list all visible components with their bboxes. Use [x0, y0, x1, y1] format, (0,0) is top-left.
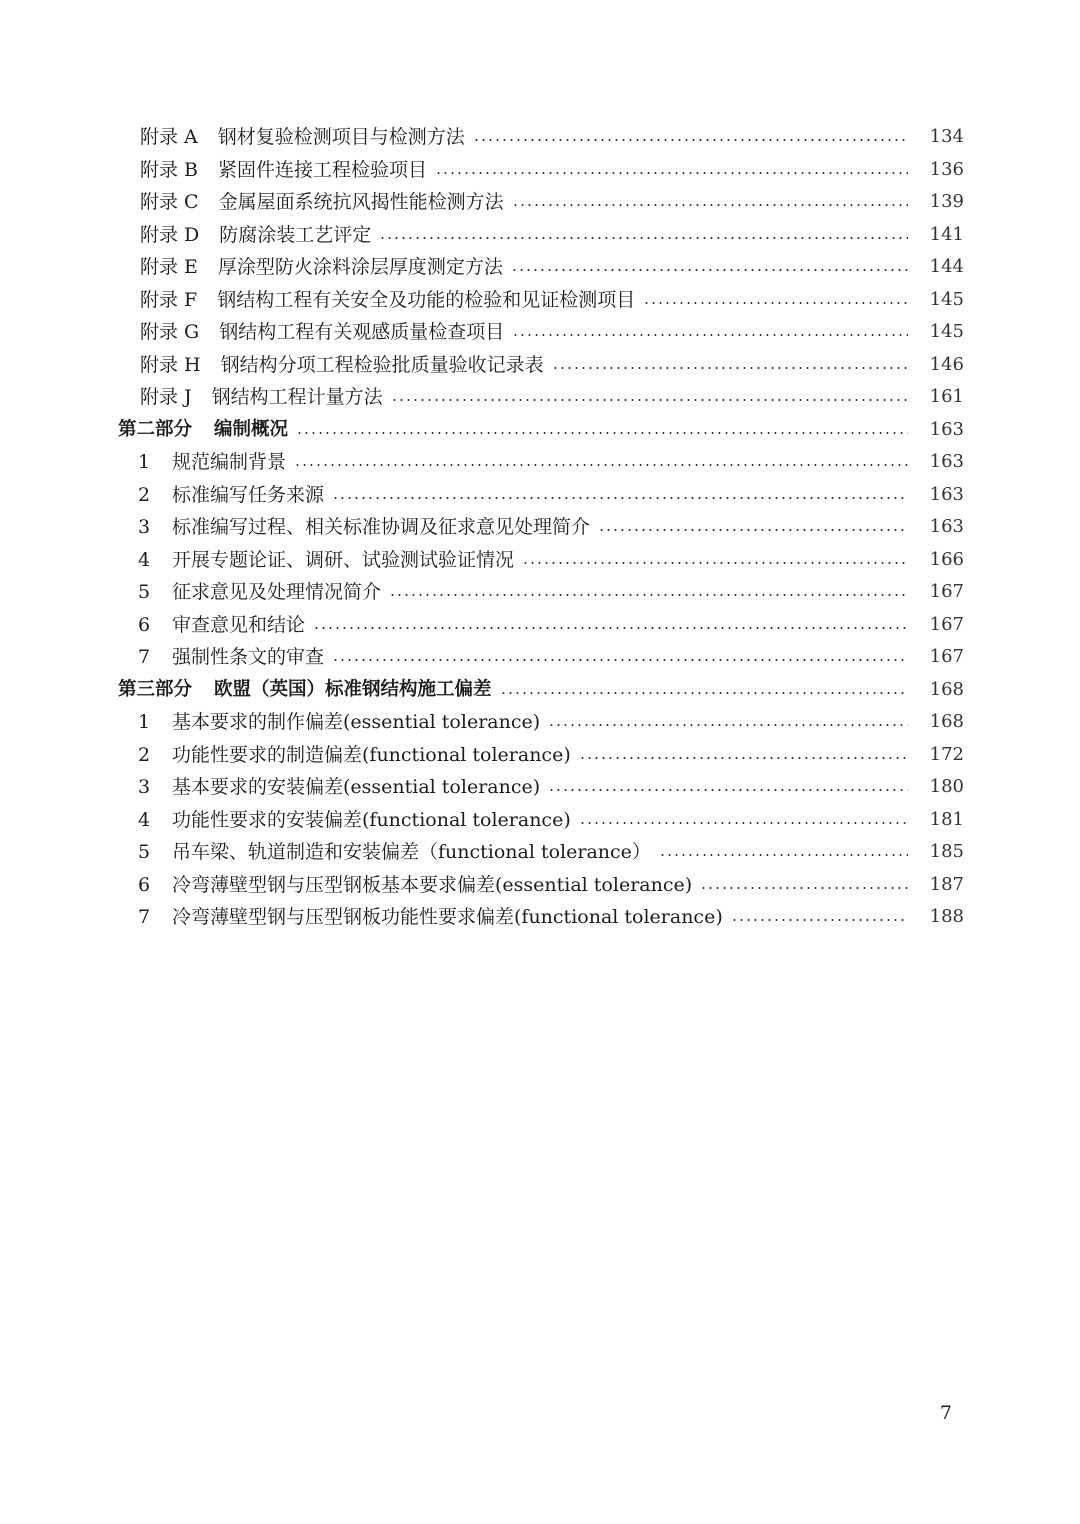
entry-label-wrap — [0, 316, 918, 349]
page-number: 172 — [929, 743, 964, 765]
dot-leader — [332, 497, 908, 499]
entry-label-wrap — [0, 511, 918, 544]
page-number: 167 — [929, 613, 964, 635]
item-number: 4 — [138, 808, 151, 831]
item-title: 强制性条文的审查 — [172, 646, 325, 668]
item-number: 2 — [138, 743, 151, 766]
item-number: 3 — [138, 776, 151, 798]
item-title: 功能性要求的制造偏差(functional tolerance) — [172, 743, 571, 766]
entry-label-wrap — [0, 641, 918, 674]
toc-entry-part3-item-7[interactable] — [0, 901, 1080, 934]
toc-entry-part2-item-7[interactable] — [0, 641, 1080, 674]
item-number: 7 — [138, 906, 151, 928]
appendix-title: 钢结构工程有关安全及功能的检验和见证检测项目 — [217, 288, 636, 311]
page-number: 145 — [929, 288, 964, 310]
dot-leader — [548, 724, 908, 726]
dot-leader — [391, 399, 908, 401]
item-title: 规范编制背景 — [172, 451, 287, 473]
entry-label-wrap — [0, 674, 918, 707]
dot-leader — [435, 172, 908, 174]
item-number: 5 — [138, 841, 151, 863]
appendix-title: 钢结构工程有关观感质量检查项目 — [219, 321, 505, 343]
dot-leader — [598, 529, 908, 531]
dot-leader — [389, 594, 908, 596]
item-title: 开展专题论证、调研、试验测试验证情况 — [172, 548, 515, 571]
appendix-prefix: 附录 G — [140, 321, 200, 343]
entry-label-wrap — [0, 186, 918, 219]
dot-leader — [731, 919, 908, 921]
page-number: 146 — [929, 353, 964, 375]
dot-leader — [500, 692, 908, 694]
appendix-prefix: 附录 H — [140, 353, 201, 376]
toc-entry-appendix-h[interactable] — [0, 349, 1080, 382]
entry-label-wrap — [0, 609, 918, 642]
toc-entry-appendix-d[interactable] — [0, 219, 1080, 252]
part-prefix: 第二部分 — [118, 418, 193, 440]
page-number: 168 — [929, 678, 964, 700]
item-number: 6 — [138, 613, 151, 636]
toc-entry-part2-item-5[interactable] — [0, 576, 1080, 609]
item-title: 冷弯薄壁型钢与压型钢板功能性要求偏差(functional tolerance) — [172, 906, 723, 928]
table-of-contents — [0, 121, 1080, 934]
toc-entry-part2-item-2[interactable] — [0, 479, 1080, 512]
page-number: 180 — [929, 776, 964, 797]
page-number: 167 — [929, 581, 964, 602]
item-number: 1 — [138, 711, 151, 733]
dot-leader — [332, 659, 908, 661]
entry-label-wrap — [0, 381, 918, 414]
toc-entry-part2-item-3[interactable] — [0, 511, 1080, 544]
entry-label-wrap — [0, 219, 918, 252]
entry-label-wrap — [0, 446, 918, 479]
dot-leader — [313, 627, 908, 629]
appendix-title: 金属屋面系统抗风揭性能检测方法 — [218, 191, 504, 213]
appendix-prefix: 附录 F — [140, 288, 198, 311]
entry-label-wrap — [0, 739, 918, 772]
appendix-prefix: 附录 C — [140, 191, 199, 213]
entry-label-wrap — [0, 836, 918, 869]
page-number: 166 — [929, 548, 964, 570]
item-number: 1 — [138, 451, 151, 473]
dot-leader — [294, 464, 908, 466]
page-number: 134 — [929, 126, 964, 147]
part-title: 欧盟（英国）标准钢结构施工偏差 — [214, 678, 492, 700]
entry-label-wrap — [0, 349, 918, 382]
toc-entry-part-2[interactable] — [0, 414, 1080, 447]
entry-label-wrap — [0, 251, 918, 284]
dot-leader — [579, 822, 908, 824]
toc-entry-part3-item-1[interactable] — [0, 706, 1080, 739]
entry-label-wrap — [0, 414, 918, 447]
page-number: 163 — [929, 516, 964, 537]
entry-label-wrap — [0, 869, 918, 902]
item-title: 吊车梁、轨道制造和安装偏差（functional tolerance） — [172, 841, 651, 863]
item-number: 2 — [138, 483, 151, 506]
part-prefix: 第三部分 — [118, 678, 193, 700]
item-number: 3 — [138, 516, 151, 538]
item-number: 6 — [138, 873, 151, 896]
appendix-prefix: 附录 E — [140, 256, 198, 278]
entry-label-wrap — [0, 771, 918, 804]
page-number: 144 — [929, 256, 964, 277]
toc-entry-part3-item-4[interactable] — [0, 804, 1080, 837]
dot-leader — [296, 432, 908, 434]
dot-leader — [700, 887, 908, 889]
item-title: 功能性要求的安装偏差(functional tolerance) — [172, 808, 571, 831]
item-title: 标准编写任务来源 — [172, 483, 325, 506]
entry-label-wrap — [0, 804, 918, 837]
toc-entry-part-3[interactable] — [0, 674, 1080, 707]
dot-leader — [643, 302, 908, 304]
toc-entry-appendix-g[interactable] — [0, 316, 1080, 349]
dot-leader — [379, 237, 908, 239]
entry-label-wrap — [0, 121, 918, 154]
toc-entry-part3-item-2[interactable] — [0, 739, 1080, 772]
page-footer-number: 7 — [939, 1402, 952, 1424]
dot-leader — [548, 789, 908, 791]
toc-entry-appendix-c[interactable] — [0, 186, 1080, 219]
appendix-title: 钢结构分项工程检验批质量验收记录表 — [220, 353, 544, 376]
appendix-title: 钢材复验检测项目与检测方法 — [217, 126, 465, 148]
dot-leader — [512, 334, 908, 336]
page-number: 167 — [929, 646, 964, 667]
page-number: 136 — [929, 158, 964, 180]
appendix-prefix: 附录 J — [140, 386, 192, 408]
page-number: 181 — [929, 808, 964, 830]
entry-label-wrap — [0, 544, 918, 577]
toc-entry-appendix-f[interactable] — [0, 284, 1080, 317]
toc-entry-appendix-e[interactable] — [0, 251, 1080, 284]
page-number: 163 — [929, 418, 964, 440]
entry-label-wrap — [0, 154, 918, 187]
item-title: 征求意见及处理情况简介 — [172, 581, 382, 603]
page-number: 145 — [929, 321, 964, 342]
toc-entry-appendix-b[interactable] — [0, 154, 1080, 187]
appendix-prefix: 附录 A — [140, 126, 198, 148]
item-number: 4 — [138, 548, 151, 571]
toc-entry-part2-item-1[interactable] — [0, 446, 1080, 479]
appendix-title: 紧固件连接工程检验项目 — [218, 158, 428, 181]
toc-entry-part3-item-3[interactable] — [0, 771, 1080, 804]
entry-label-wrap — [0, 479, 918, 512]
dot-leader — [659, 854, 908, 856]
dot-leader — [552, 367, 908, 369]
dot-leader — [473, 139, 908, 141]
page-number: 141 — [929, 223, 964, 245]
appendix-title: 厚涂型防火涂料涂层厚度测定方法 — [217, 256, 503, 278]
toc-entry-part3-item-5[interactable] — [0, 836, 1080, 869]
entry-label-wrap — [0, 284, 918, 317]
item-title: 审查意见和结论 — [172, 613, 306, 636]
page-number: 188 — [929, 906, 964, 927]
item-title: 基本要求的制作偏差(essential tolerance) — [172, 711, 541, 733]
appendix-prefix: 附录 B — [140, 158, 199, 181]
page-number: 163 — [929, 451, 964, 472]
dot-leader — [511, 269, 908, 271]
item-title: 冷弯薄壁型钢与压型钢板基本要求偏差(essential tolerance) — [172, 873, 693, 896]
entry-label-wrap — [0, 706, 918, 739]
entry-label-wrap — [0, 901, 918, 934]
appendix-prefix: 附录 D — [140, 223, 200, 246]
toc-entry-part3-item-6[interactable] — [0, 869, 1080, 902]
page-number: 139 — [929, 191, 964, 212]
page-number: 163 — [929, 483, 964, 505]
dot-leader — [512, 204, 908, 206]
item-title: 标准编写过程、相关标准协调及征求意见处理简介 — [172, 516, 591, 538]
page-number: 168 — [929, 711, 964, 732]
page-number: 187 — [929, 873, 964, 895]
page-number: 161 — [929, 386, 964, 407]
appendix-title: 钢结构工程计量方法 — [211, 386, 383, 408]
dot-leader — [522, 562, 908, 564]
item-number: 7 — [138, 646, 151, 668]
toc-entry-appendix-j[interactable] — [0, 381, 1080, 414]
part-title: 编制概况 — [214, 418, 289, 440]
page-number: 185 — [929, 841, 964, 862]
toc-entry-part2-item-6[interactable] — [0, 609, 1080, 642]
entry-label-wrap — [0, 576, 918, 609]
appendix-title: 防腐涂装工艺评定 — [219, 223, 372, 246]
toc-entry-appendix-a[interactable] — [0, 121, 1080, 154]
toc-entry-part2-item-4[interactable] — [0, 544, 1080, 577]
dot-leader — [579, 757, 908, 759]
item-title: 基本要求的安装偏差(essential tolerance) — [172, 776, 541, 798]
item-number: 5 — [138, 581, 151, 603]
